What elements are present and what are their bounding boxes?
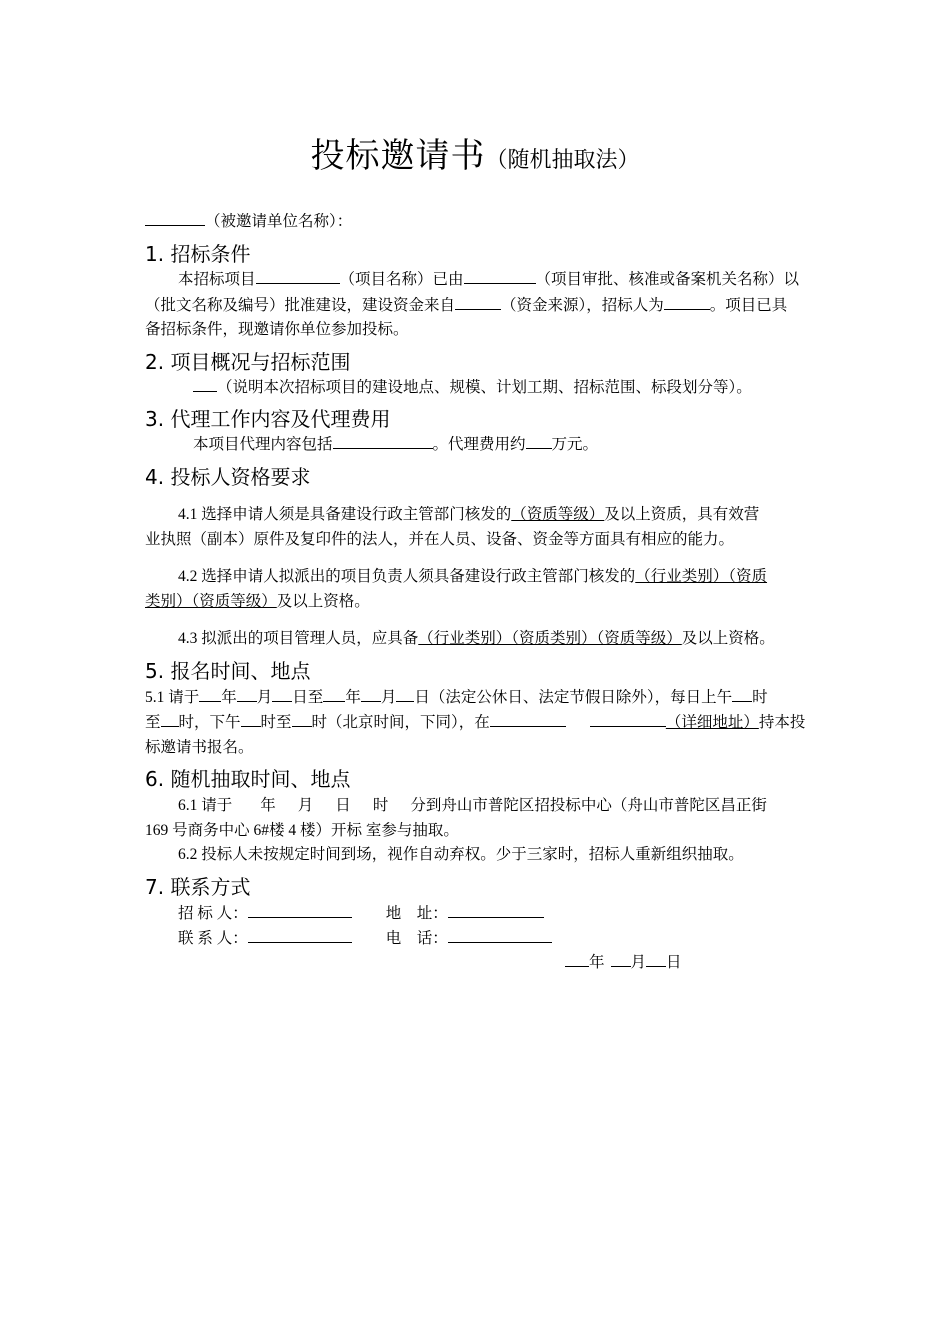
s4-1-line-2: 业执照（副本）原件及复印件的法人，并在人员、设备、资金等方面具有相应的能力。 (145, 531, 735, 548)
title-main: 投标邀请书 (310, 136, 486, 176)
qualification-level-field: （资质等级） (511, 506, 605, 523)
s4-2-text-1: 4.2 选择申请人拟派出的项目负责人须具备建设行政主管部门核发的 (178, 568, 636, 585)
s6-text-e: 时 (372, 797, 389, 814)
s6-text-a: 6.1 请于 (178, 797, 233, 814)
salutation-line (145, 210, 810, 234)
section-1-heading: 1. 招标条件 (145, 242, 251, 266)
address-field (448, 902, 544, 918)
s6-line-1 (178, 794, 810, 818)
s7-line-1 (178, 902, 578, 926)
start-year-blank (199, 686, 221, 702)
contact-label: 联 系 人： (178, 930, 248, 947)
s6-line-3: 6.2 投标人未按规定时间到场，视作自动弃权。少于三家时，招标人重新组织抽取。 (178, 846, 744, 863)
s5-text-d: 日至 (292, 689, 324, 706)
s1-text-5: （资金来源），招标人为 (501, 297, 664, 314)
s5-text-b: 年 (221, 689, 237, 706)
s2-line-1 (193, 376, 813, 400)
section-2-heading: 2. 项目概况与招标范围 (145, 350, 351, 374)
contact-field (248, 927, 352, 943)
s3-text-1: 本项目代理内容包括 (193, 436, 333, 453)
end-month-blank (361, 686, 381, 702)
s1-text-4: （批文名称及编号）批准建设，建设资金来自 (145, 297, 456, 314)
s1-text-2: （项目名称）已由 (339, 271, 464, 288)
s6-text-b: 年 (260, 797, 276, 814)
agency-content-blank (333, 433, 433, 449)
detailed-address-field: （详细地址） (665, 714, 759, 731)
signature-date-line (565, 951, 725, 975)
s4-2-line-2 (145, 590, 810, 614)
s6-line-2: 169 号商务中心 6#楼 4 楼）开标 室参与抽取。 (145, 822, 459, 839)
s5-text-j: 时，下午 (178, 714, 241, 731)
s5-text-a: 5.1 请于 (145, 689, 200, 706)
s1-line-1 (178, 268, 808, 292)
s1-text-1: 本招标项目 (178, 271, 256, 288)
date-day-label: 日 (666, 954, 682, 971)
industry-category-field: （行业类别）（资质 (635, 568, 768, 585)
date-month-label: 月 (630, 954, 647, 971)
s3-line-1 (193, 433, 808, 457)
s5-text-l: 时（北京时间，下同），在 (311, 714, 490, 731)
s6-text-f: 分到舟山市普陀区招投标中心（舟山市普陀区昌正街 (410, 797, 767, 814)
date-year-label: 年 (589, 954, 605, 971)
s5-line-3: 标邀请书报名。 (145, 739, 254, 756)
fund-source-blank (455, 294, 501, 310)
s7-line-2 (178, 927, 578, 951)
date-month-blank (611, 951, 631, 967)
s2-text-1: （说明本次招标项目的建设地点、规模、计划工期、招标范围、标段划分等）。 (217, 379, 752, 396)
address-blank-2 (590, 711, 666, 727)
phone-label: 电 话： (385, 930, 448, 947)
s4-3-text-1: 4.3 拟派出的项目管理人员，应具备 (178, 630, 419, 647)
address-label: 地 址： (385, 905, 448, 922)
s5-text-e: 年 (345, 689, 361, 706)
title-subtitle: （随机抽取法） (485, 148, 640, 173)
document-title (0, 128, 950, 177)
project-name-blank (256, 268, 340, 284)
s4-1-line-1 (178, 503, 808, 527)
s5-text-m: 持本投 (758, 714, 806, 731)
approval-authority-blank (464, 268, 536, 284)
start-day-blank (272, 686, 292, 702)
phone-field (448, 927, 552, 943)
s4-3-text-3: 及以上资格。 (681, 630, 775, 647)
s5-text-f: 月 (380, 689, 397, 706)
section-5-heading: 5. 报名时间、地点 (145, 659, 311, 683)
salutation-text: （被邀请单位名称）： (205, 213, 353, 230)
s1-text-3: （项目审批、核准或备案机关名称）以 (535, 271, 800, 288)
start-month-blank (237, 686, 257, 702)
section-3-heading: 3. 代理工作内容及代理费用 (145, 407, 391, 431)
date-day-blank (646, 951, 666, 967)
s1-text-6: 。项目已具 (709, 297, 788, 314)
qualification-category-field: 类别）（资质等级） (145, 593, 277, 610)
s5-text-k: 时至 (260, 714, 292, 731)
morning-end-blank (161, 711, 179, 727)
afternoon-end-blank (292, 711, 312, 727)
s4-2-text-4: 及以上资格。 (276, 593, 370, 610)
tenderer-blank (664, 294, 710, 310)
section-4-heading: 4. 投标人资格要求 (145, 465, 311, 489)
s6-text-c: 月 (297, 797, 314, 814)
section-7-heading: 7. 联系方式 (145, 875, 251, 899)
end-year-blank (323, 686, 345, 702)
s4-1-text-3: 及以上资质，具有效营 (604, 506, 760, 523)
tenderer-field (248, 902, 352, 918)
s4-1-text-1: 4.1 选择申请人须是具备建设行政主管部门核发的 (178, 506, 512, 523)
end-day-blank (396, 686, 414, 702)
s6-text-d: 日 (335, 797, 351, 814)
s5-text-i: 至 (145, 714, 161, 731)
s4-3-line-1 (178, 627, 813, 651)
date-year-blank (565, 951, 589, 967)
s4-2-line-1 (178, 565, 808, 589)
staff-qualification-field: （行业类别）（资质类别）（资质等级） (418, 630, 682, 647)
s5-text-c: 月 (256, 689, 273, 706)
s5-line-1 (145, 686, 810, 710)
s5-text-g: 日（法定公休日、法定节假日除外），每日上午 (414, 689, 733, 706)
tenderer-label: 招 标 人： (178, 905, 248, 922)
morning-start-blank (732, 686, 752, 702)
s1-line-3: 备招标条件，现邀请你单位参加投标。 (145, 321, 409, 338)
s3-text-3: 万元。 (551, 436, 599, 453)
invitee-blank (145, 210, 205, 226)
afternoon-start-blank (241, 711, 261, 727)
address-blank-1 (490, 711, 566, 727)
s1-line-2 (145, 294, 810, 318)
s5-line-2 (145, 711, 810, 735)
agency-fee-blank (526, 433, 552, 449)
s5-text-h: 时 (752, 689, 768, 706)
section-6-heading: 6. 随机抽取时间、地点 (145, 767, 351, 791)
s3-text-2: 。代理费用约 (432, 436, 526, 453)
s2-blank (193, 376, 217, 392)
